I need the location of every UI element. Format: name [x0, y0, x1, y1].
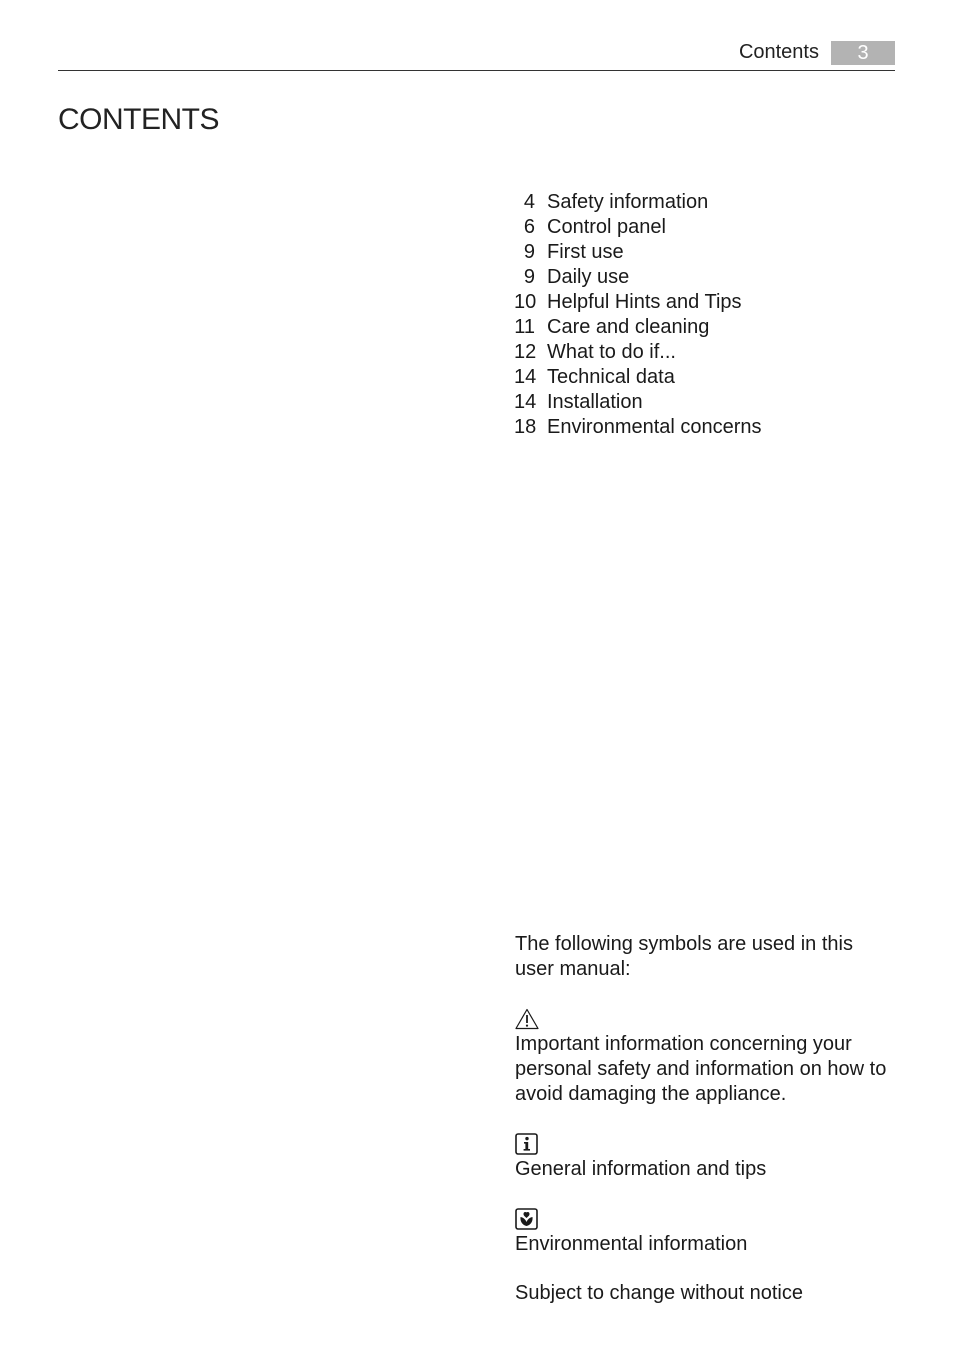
toc-label: First use — [547, 241, 624, 263]
toc-item[interactable] — [514, 265, 762, 290]
page-header — [58, 40, 895, 72]
toc-label: What to do if... — [547, 341, 676, 363]
table-of-contents — [514, 190, 762, 440]
toc-label: Technical data — [547, 366, 675, 388]
toc-item[interactable] — [514, 390, 762, 415]
toc-label: Helpful Hints and Tips — [547, 291, 742, 313]
symbols-legend — [515, 932, 895, 1306]
page-number: 3 — [831, 41, 895, 65]
toc-label: Safety information — [547, 191, 709, 213]
toc-item[interactable] — [514, 240, 762, 265]
toc-item[interactable] — [514, 290, 762, 315]
toc-page-number: 12 — [514, 341, 537, 363]
toc-label: Control panel — [547, 216, 666, 238]
change-notice: Subject to change without notice — [515, 1282, 803, 1304]
toc-item[interactable] — [514, 190, 762, 215]
toc-item[interactable] — [514, 415, 762, 440]
toc-label: Environmental concerns — [547, 416, 762, 438]
toc-page-number: 10 — [514, 291, 537, 313]
toc-item[interactable] — [514, 365, 762, 390]
toc-page-number: 4 — [523, 191, 535, 213]
page-title: CONTENTS — [58, 103, 219, 136]
toc-page-number: 11 — [514, 316, 535, 338]
symbols-intro: The following symbols are used in this user manual: — [515, 933, 853, 980]
toc-page-number: 14 — [514, 366, 537, 388]
info-icon — [515, 1133, 895, 1157]
toc-page-number: 6 — [523, 216, 535, 238]
toc-page-number: 18 — [514, 416, 537, 438]
toc-item[interactable] — [514, 215, 762, 240]
environment-icon — [515, 1208, 895, 1232]
toc-item[interactable] — [514, 315, 762, 340]
environment-description: Environmental information — [515, 1233, 748, 1255]
toc-page-number: 9 — [523, 241, 535, 263]
toc-label: Installation — [547, 391, 643, 413]
toc-label: Care and cleaning — [547, 316, 710, 338]
header-section-title: Contents — [738, 41, 819, 63]
warning-description: Important information concerning your personal safety and information on how to avoid damaging the appliance. — [515, 1033, 887, 1105]
header-divider — [58, 70, 895, 71]
toc-label: Daily use — [547, 266, 630, 288]
toc-page-number: 9 — [523, 266, 535, 288]
toc-page-number: 14 — [514, 391, 537, 413]
toc-item[interactable] — [514, 340, 762, 365]
warning-icon — [515, 1008, 895, 1032]
info-description: General information and tips — [515, 1158, 767, 1180]
